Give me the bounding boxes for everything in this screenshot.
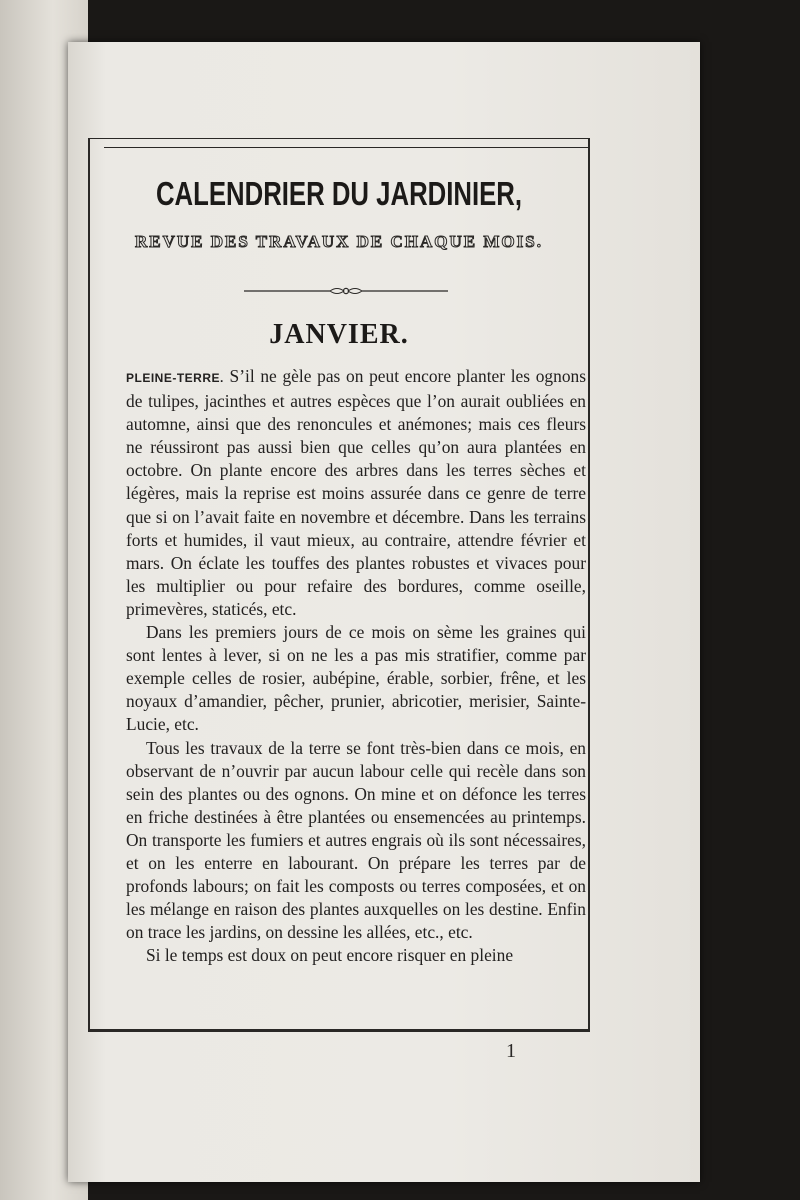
section-label: PLEINE-TERRE. — [126, 371, 224, 385]
book-page — [68, 42, 700, 1182]
paragraph: Dans les premiers jours de ce mois on sème les graines qui sont lentes à lever, si on ne les a pas mis stratifier, comme par exemple celles de rosier, aubépine, érable, sorbier, frêne, et les noyaux d’amandier, pêcher, prunier, abricotier, merisier, Sainte-Lucie, etc. — [126, 622, 586, 735]
page-subtitle: REVUE DES TRAVAUX DE CHAQUE MOIS. — [135, 232, 543, 251]
text-frame — [88, 138, 590, 1032]
page-number: 1 — [506, 1040, 516, 1062]
page-title: CALENDRIER DU JARDINIER, — [155, 175, 523, 212]
paragraph-text: S’il ne gèle pas on peut encore planter les ognons de tulipes, jacinthes et autres espèces que l’on aurait oubliées en automne, ainsi que des renoncules et anémones; mais ces fleurs ne réussiront pas aussi bien que celles qu’on aura plantées en octobre. On plante encore des arbres dans les terres sèches et légères, mais la reprise est moins assurée dans ce genre de terre que si on l’avait faite en novembre et décembre. Dans les terrains forts et humides, il vaut mieux, au contraire, attendre février et mars. On éclate les touffes des plantes robustes et vivaces pour les multiplier ou pour refaire des bordures, comme oseille, primevères, staticés, etc. — [126, 366, 586, 619]
body-text — [126, 365, 586, 967]
paragraph — [126, 365, 586, 621]
paragraph: Tous les travaux de la terre se font très-bien dans ce mois, en observant de n’ouvrir par aucun labour celle qui recèle dans son sein des plantes ou des ognons. On mine et on défonce les terres en friche destinées à être plantées ou ensemencées au printemps. On transporte les fumiers et autres engrais où ils sont nécessaires, et on les enterre en labourant. On prépare les terres par de profonds labours; on fait les composts ou terres composées, et on les mélange en raison des plantes auxquelles on les destine. Enfin on trace les jardins, on dessine les allées, etc., etc. — [126, 737, 586, 943]
paragraph: Si le temps est doux on peut encore risquer en pleine — [146, 945, 514, 966]
ornament-divider — [244, 285, 448, 297]
month-heading: JANVIER. — [269, 319, 409, 350]
